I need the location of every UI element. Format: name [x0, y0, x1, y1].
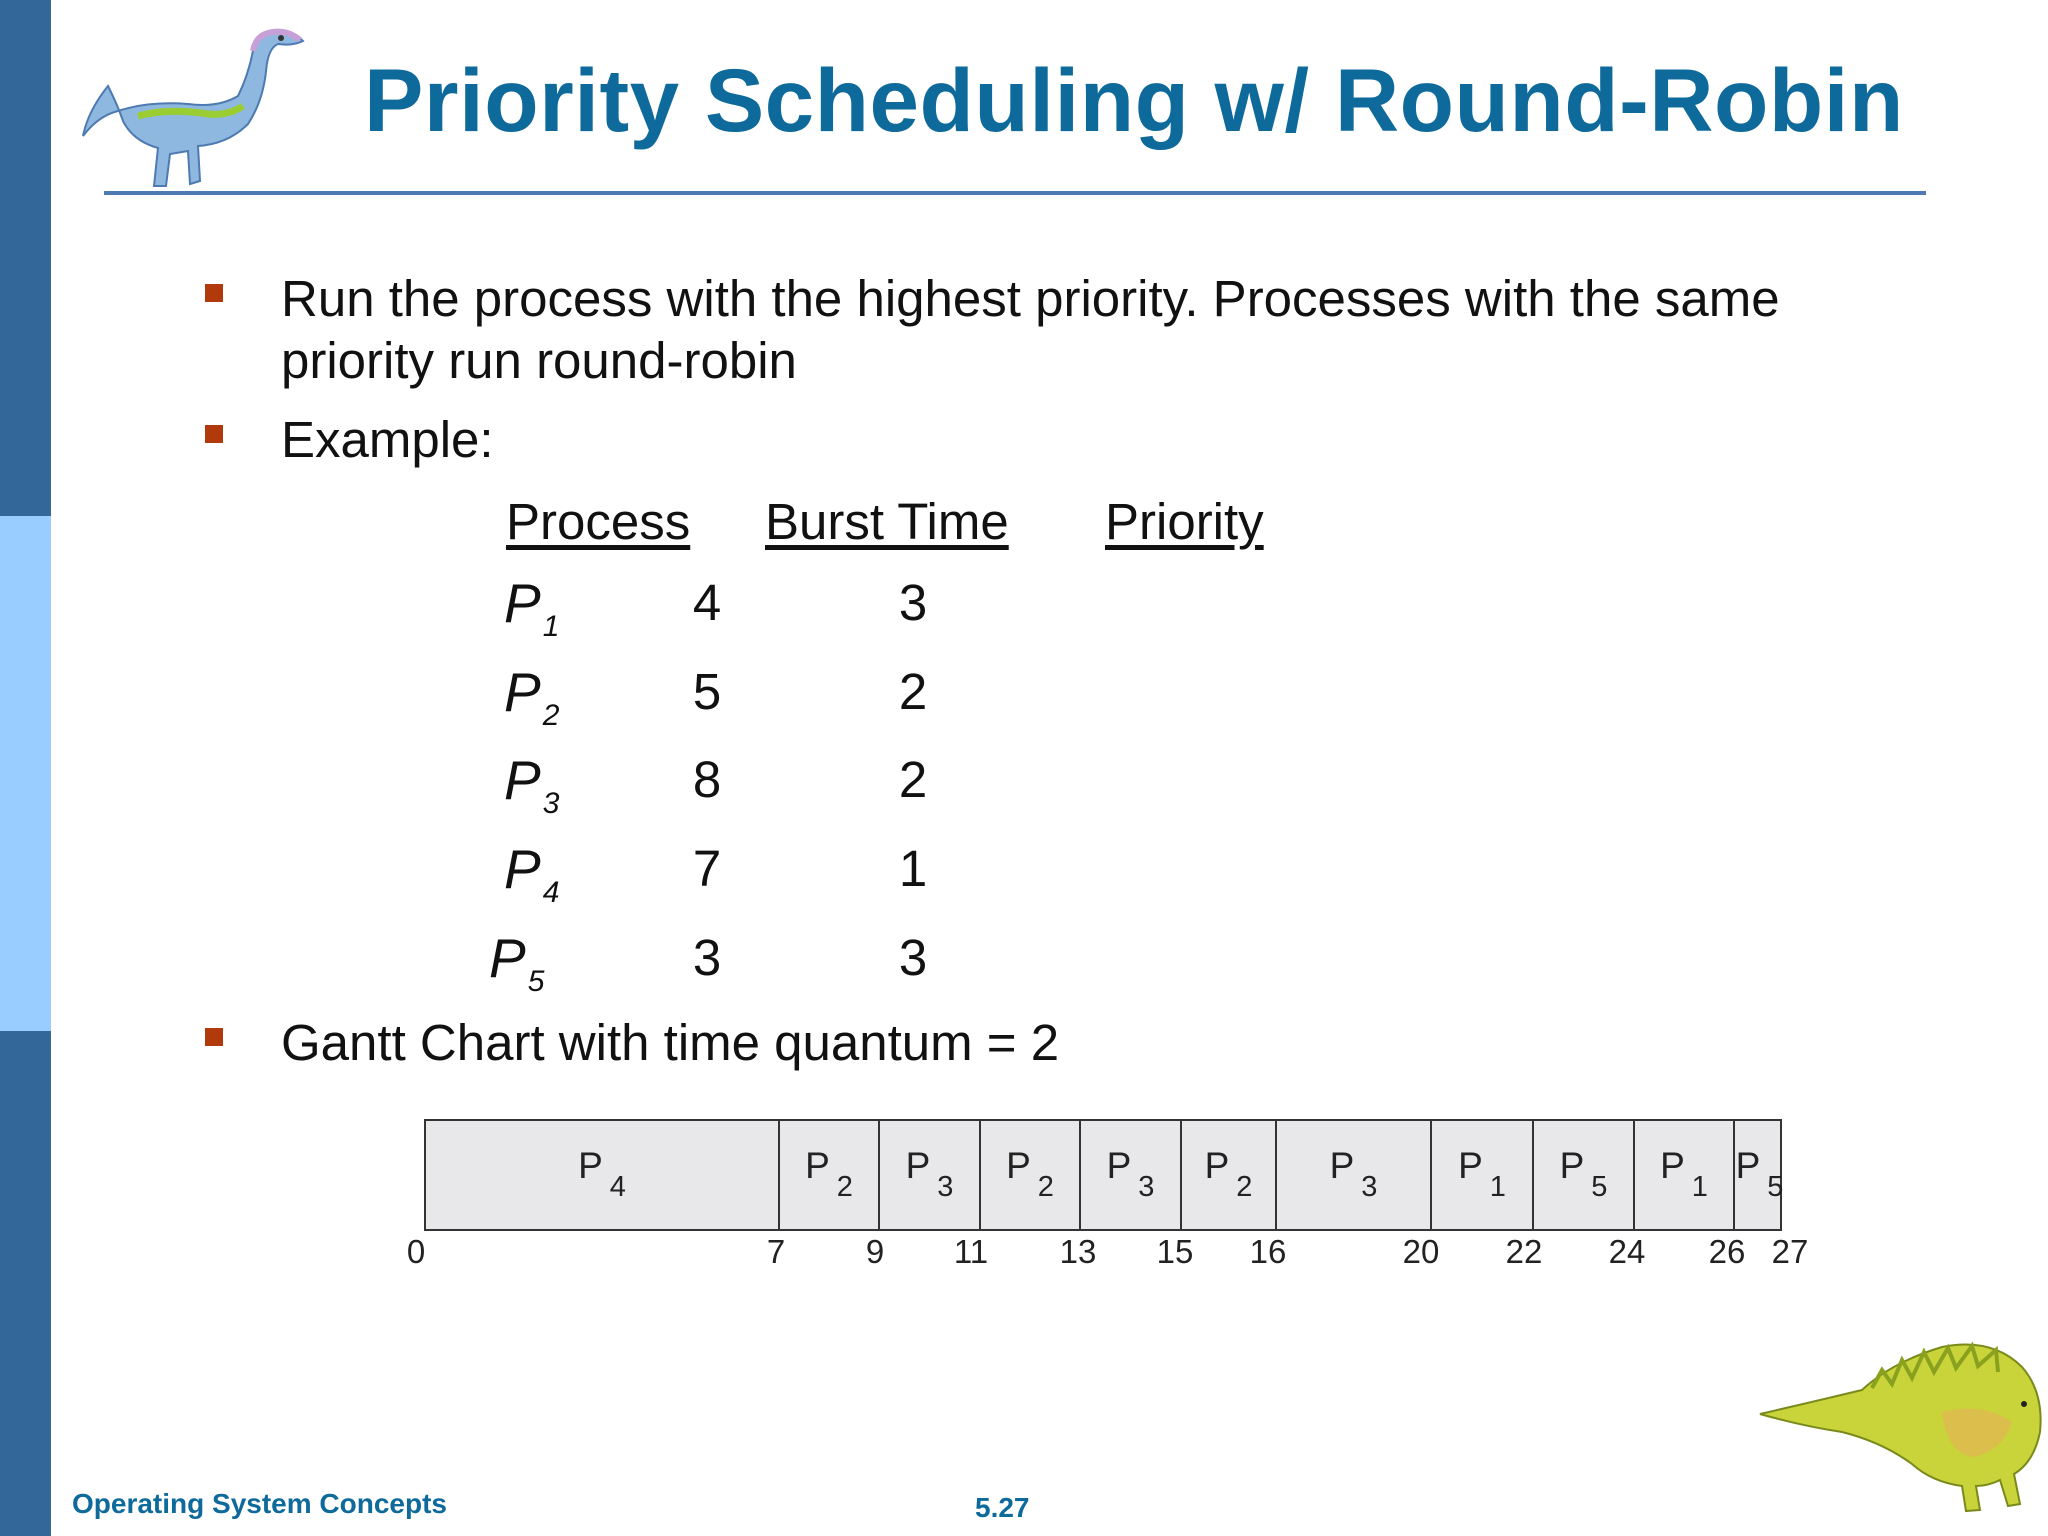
gantt-process-subscript: 3: [1361, 1171, 1378, 1203]
process-letter: P: [504, 661, 541, 723]
gantt-process-subscript: 1: [1691, 1171, 1708, 1203]
gantt-tick-label: 11: [953, 1233, 989, 1270]
table-header-process: Process: [506, 493, 691, 550]
process-subscript: 1: [542, 610, 560, 643]
priority-cell: 2: [898, 663, 928, 720]
process-letter: P: [504, 572, 541, 634]
process-subscript: 3: [542, 787, 560, 820]
priority-cell: 1: [898, 840, 928, 897]
gantt-segment-label: [426, 1145, 778, 1204]
gantt-segment-label: [981, 1145, 1079, 1204]
footer-course-title: Operating System Concepts: [72, 1488, 447, 1519]
priority-cell: 2: [898, 751, 928, 808]
gantt-process-subscript: 5: [1591, 1171, 1608, 1203]
gantt-segment: [1633, 1121, 1733, 1229]
table-header-burst-time: Burst Time: [765, 493, 1009, 550]
gantt-segment: [778, 1121, 878, 1229]
table-header-priority: Priority: [1105, 493, 1264, 550]
process-subscript: 4: [542, 876, 560, 909]
gantt-chart: [424, 1119, 1782, 1231]
gantt-process-subscript: 3: [937, 1171, 954, 1203]
gantt-tick-label: 26: [1708, 1233, 1746, 1270]
gantt-segment: [1532, 1121, 1633, 1229]
gantt-segment: [1180, 1121, 1275, 1229]
gantt-segment: [979, 1121, 1079, 1229]
process-name: [489, 927, 544, 1013]
burst-time-cell: 8: [692, 751, 722, 808]
gantt-tick-label: 15: [1156, 1233, 1194, 1270]
bullet-text-1: Run the process with the highest priority. Processes with the same: [281, 270, 1780, 327]
bullet-marker: [205, 1028, 223, 1046]
process-subscript: 2: [542, 699, 560, 732]
sidebar-band-highlight: [0, 516, 51, 1031]
process-letter: P: [504, 838, 541, 900]
gantt-process-subscript: 5: [1767, 1171, 1784, 1203]
process-name: [504, 661, 559, 747]
bullet-text-gantt: Gantt Chart with time quantum = 2: [281, 1014, 1060, 1071]
dinosaur-logo-icon: [78, 16, 313, 191]
gantt-tick-label: 7: [766, 1233, 786, 1270]
footer-page-number: 5.27: [975, 1492, 1030, 1523]
slide-title: Priority Scheduling w/ Round-Robin: [364, 50, 1904, 150]
process-name: [504, 572, 559, 658]
gantt-tick-label: 0: [406, 1233, 426, 1270]
gantt-tick-label: 9: [865, 1233, 885, 1270]
gantt-process-letter: P: [578, 1145, 603, 1186]
gantt-segment: [426, 1121, 778, 1229]
bullet-text-example: Example:: [281, 411, 494, 468]
gantt-process-subscript: 1: [1489, 1171, 1506, 1203]
gantt-process-letter: P: [1204, 1145, 1230, 1186]
gantt-segment: [1430, 1121, 1532, 1229]
gantt-tick-label: 22: [1505, 1233, 1543, 1270]
gantt-segment: [878, 1121, 979, 1229]
burst-time-cell: 7: [692, 840, 722, 897]
priority-cell: 3: [898, 574, 928, 631]
gantt-tick-label: 20: [1402, 1233, 1440, 1270]
gantt-segment-label: [1534, 1145, 1633, 1204]
priority-cell: 3: [898, 929, 928, 986]
gantt-segment-label: [780, 1145, 878, 1204]
bullet-marker: [205, 284, 223, 302]
gantt-segment-label: [1432, 1145, 1532, 1204]
gantt-process-letter: P: [1559, 1145, 1585, 1186]
gantt-segment: [1733, 1121, 1784, 1229]
gantt-segment-label: [1182, 1145, 1275, 1204]
gantt-process-subscript: 2: [1037, 1171, 1054, 1203]
gantt-segment: [1079, 1121, 1180, 1229]
burst-time-cell: 5: [692, 663, 722, 720]
gantt-process-subscript: 4: [609, 1171, 626, 1203]
bullet-text-1-continued: priority run round-robin: [281, 332, 797, 389]
title-underline: [104, 191, 1926, 195]
burst-time-cell: 3: [692, 929, 722, 986]
gantt-process-subscript: 2: [836, 1171, 853, 1203]
process-subscript: 5: [527, 965, 545, 998]
gantt-process-letter: P: [1458, 1145, 1483, 1186]
gantt-segment-label: [880, 1145, 979, 1204]
gantt-segment-label: [1735, 1145, 1784, 1204]
gantt-tick-label: 16: [1249, 1233, 1287, 1270]
gantt-process-letter: P: [1106, 1145, 1132, 1186]
gantt-tick-label: 13: [1059, 1233, 1097, 1270]
gantt-process-letter: P: [1329, 1145, 1355, 1186]
gantt-tick-label: 27: [1771, 1233, 1809, 1270]
process-name: [504, 749, 559, 835]
gantt-process-letter: P: [1735, 1145, 1761, 1186]
gantt-process-subscript: 2: [1236, 1171, 1253, 1203]
process-name: [504, 838, 559, 924]
process-letter: P: [504, 749, 541, 811]
gantt-segment: [1275, 1121, 1430, 1229]
gantt-process-subscript: 3: [1138, 1171, 1155, 1203]
gantt-segment-label: [1277, 1145, 1430, 1204]
dinosaur-mascot-icon: [1752, 1292, 2048, 1520]
gantt-process-letter: P: [1006, 1145, 1031, 1186]
gantt-process-letter: P: [905, 1145, 931, 1186]
gantt-segment-label: [1635, 1145, 1733, 1204]
bullet-marker: [205, 425, 223, 443]
gantt-process-letter: P: [805, 1145, 830, 1186]
gantt-process-letter: P: [1660, 1145, 1685, 1186]
gantt-segment-label: [1081, 1145, 1180, 1204]
process-letter: P: [489, 927, 526, 989]
gantt-tick-label: 24: [1608, 1233, 1646, 1270]
burst-time-cell: 4: [692, 574, 722, 631]
